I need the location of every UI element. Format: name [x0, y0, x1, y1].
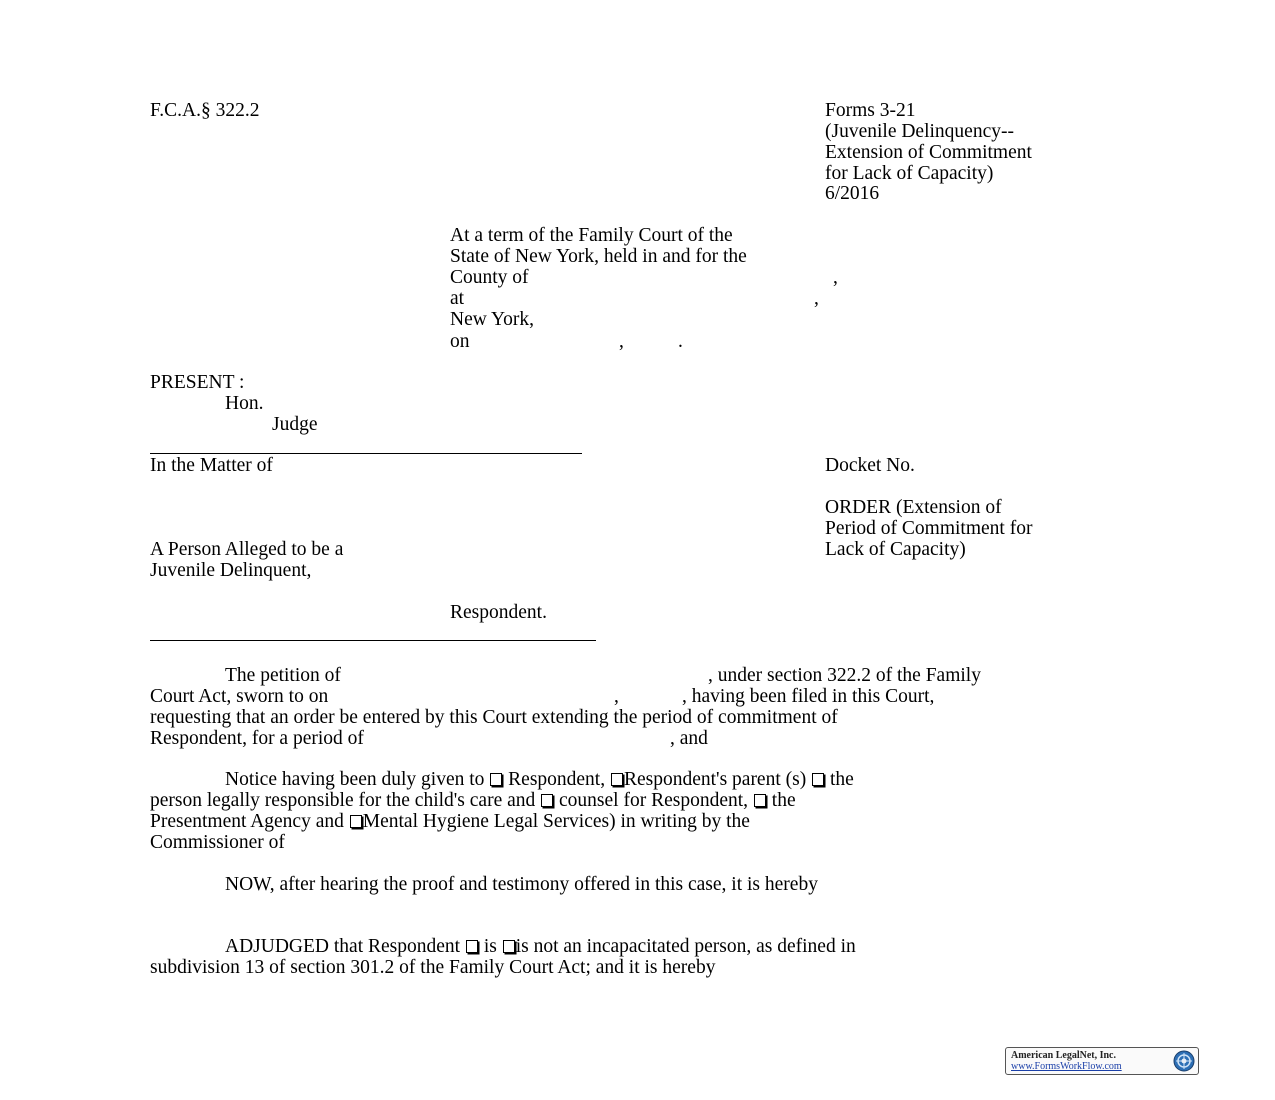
logo-company-name: American LegalNet, Inc. — [1011, 1050, 1116, 1061]
checkbox-legal-person-label: the — [829, 769, 854, 790]
adjudged-text: ADJUDGED that Respondent — [225, 936, 461, 957]
judge-label: Judge — [272, 414, 318, 435]
checkbox-is-label: is — [483, 936, 497, 957]
at-label: at — [450, 288, 465, 309]
order-title-line-1: ORDER (Extension of — [825, 497, 1002, 518]
petition-text-a: The petition of — [225, 665, 341, 686]
county-comma: , — [833, 267, 838, 288]
on-comma: , — [619, 331, 624, 352]
at-comma: , — [814, 288, 819, 309]
checkbox-agency-label: the — [771, 790, 796, 811]
respondent-label: Respondent. — [450, 602, 547, 623]
state-label: New York, — [450, 309, 534, 330]
form-number: Forms 3-21 — [825, 100, 916, 121]
notice-line-1 — [225, 769, 854, 790]
globe-icon — [1173, 1050, 1195, 1072]
checkbox-parent[interactable] — [611, 773, 623, 786]
petition-text-g: Respondent, for a period of — [150, 728, 364, 749]
checkbox-counsel[interactable] — [541, 794, 553, 807]
commissioner-label: Commissioner of — [150, 832, 285, 853]
caption-top-rule — [150, 453, 582, 454]
notice-line-3 — [150, 811, 750, 832]
checkbox-mhls[interactable] — [350, 815, 362, 828]
form-title-line-3: for Lack of Capacity) — [825, 163, 994, 184]
court-term-line-1: At a term of the Family Court of the — [450, 225, 733, 246]
now-hearing-text: NOW, after hearing the proof and testimony offered in this case, it is hereby — [225, 874, 818, 895]
notice-agency-text: Presentment Agency and — [150, 811, 344, 832]
notice-person-text: person legally responsible for the child's care and — [150, 790, 536, 811]
logo-url-link[interactable]: www.FormsWorkFlow.com — [1011, 1061, 1122, 1072]
checkbox-is-not[interactable] — [503, 940, 515, 953]
alleged-line-2: Juvenile Delinquent, — [150, 560, 312, 581]
petition-text-b: , under section 322.2 of the Family — [708, 665, 981, 686]
checkbox-parent-label: Respondent's parent (s) — [623, 769, 807, 790]
alleged-line-1: A Person Alleged to be a — [150, 539, 344, 560]
docket-label: Docket No. — [825, 455, 915, 476]
form-title-line-1: (Juvenile Delinquency-- — [825, 121, 1014, 142]
petition-comma: , — [614, 686, 619, 707]
checkbox-is-not-label: is not an incapacitated person, as defined in — [515, 936, 856, 957]
checkbox-is[interactable] — [466, 940, 478, 953]
petition-text-e: , having been filed in this Court, — [682, 686, 935, 707]
checkbox-respondent-label: Respondent, — [508, 769, 606, 790]
on-label: on — [450, 331, 470, 352]
on-period: . — [678, 331, 683, 352]
form-title-line-2: Extension of Commitment — [825, 142, 1032, 163]
checkbox-legal-person[interactable] — [812, 773, 824, 786]
notice-line-2 — [150, 790, 796, 811]
statute-reference: F.C.A.§ 322.2 — [150, 100, 260, 121]
petition-text-c: Court Act, sworn to on — [150, 686, 329, 707]
matter-label: In the Matter of — [150, 455, 273, 476]
checkbox-respondent[interactable] — [490, 773, 502, 786]
petition-text-f: requesting that an order be entered by this Court extending the period of commitment of — [150, 707, 838, 728]
adjudged-line-2: subdivision 13 of section 301.2 of the Family Court Act; and it is hereby — [150, 957, 716, 978]
notice-text: Notice having been duly given to — [225, 769, 485, 790]
checkbox-mhls-label: Mental Hygiene Legal Services) in writing by the — [362, 811, 750, 832]
adjudged-line-1 — [225, 936, 856, 957]
form-date: 6/2016 — [825, 183, 880, 204]
hon-label: Hon. — [225, 393, 264, 414]
petition-text-h: , and — [670, 728, 708, 749]
checkbox-counsel-label: counsel for Respondent, — [559, 790, 749, 811]
checkbox-agency[interactable] — [754, 794, 766, 807]
county-label: County of — [450, 267, 529, 288]
forms-workflow-logo[interactable] — [1005, 1047, 1199, 1075]
caption-bottom-rule — [150, 640, 596, 641]
order-title-line-3: Lack of Capacity) — [825, 539, 966, 560]
court-term-line-2: State of New York, held in and for the — [450, 246, 747, 267]
order-title-line-2: Period of Commitment for — [825, 518, 1033, 539]
present-label: PRESENT : — [150, 372, 245, 393]
